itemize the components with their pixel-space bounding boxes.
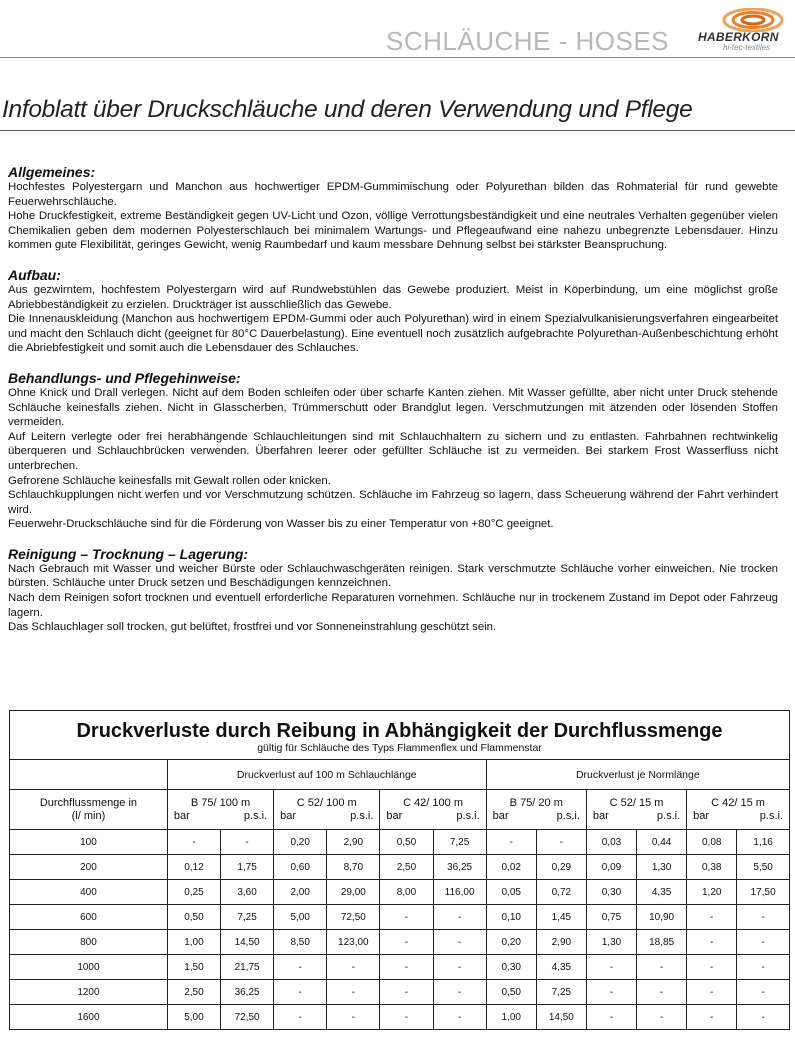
table-cell: - <box>586 1005 636 1030</box>
table-cell: 1,20 <box>687 880 737 905</box>
table-cell: - <box>737 905 789 930</box>
column-header-row <box>10 790 789 830</box>
unit-psi: p.s.i. <box>350 809 374 822</box>
table-cell: 1,30 <box>586 930 636 955</box>
table-cell: 4,35 <box>637 880 687 905</box>
table-cell: 14,50 <box>536 1005 586 1030</box>
table-cell: - <box>433 980 486 1005</box>
table-row <box>10 955 789 980</box>
table-cell: - <box>380 1005 433 1030</box>
table-cell: - <box>274 980 327 1005</box>
paragraph: Die Innenauskleidung (Manchon aus hochwertigem EPDM-Gummi oder auch Polyurethan) wird in einem Spezialvulkanisierungsverfahren eingearbeitet und macht den Schlauch dicht (geeignet für 80°C Dauerbelastung). Eine eventuell noch zusätzlich aufgebrachte Polyurethan-Außenbeschichtung erhöht die Abriebfestigkeit und somit auch die Lebensdauer des Schlauches. <box>8 313 778 355</box>
table-cell: - <box>327 955 380 980</box>
table-cell: 0,50 <box>486 980 536 1005</box>
paragraph: Aus gezwirntem, hochfestem Polyestergarn wird auf Rundwebstühlen das Gewebe produziert. Meist in Köperbindung, um eine möglichst große Abriebbeständigkeit zu erzielen. Druckträger ist ausschließlich das Gewebe. <box>8 283 778 311</box>
table-cell: 21,75 <box>221 955 274 980</box>
table-cell: 7,25 <box>433 830 486 855</box>
table-cell: 36,25 <box>221 980 274 1005</box>
paragraph: Hochfestes Polyestergarn und Manchon aus hochwertiger EPDM-Gummimischung oder Polyurethan bilden das Rohmaterial für rund gewebte Feuerwehrschläuche. <box>8 181 778 208</box>
unit-psi: p.s.i. <box>243 809 268 822</box>
table-cell: 0,20 <box>274 830 327 855</box>
unit-bar: bar <box>173 809 190 822</box>
table-cell: - <box>486 830 536 855</box>
table-cell: 1,00 <box>167 930 220 955</box>
table-cell: 0,30 <box>486 955 536 980</box>
hose-name: C 52/ 100 m <box>296 796 357 809</box>
unit-psi: p.s.i. <box>656 809 681 822</box>
table-cell: 17,50 <box>737 880 789 905</box>
table-cell: 3,60 <box>221 880 274 905</box>
flow-rate-cell: 1200 <box>10 980 167 1005</box>
paragraph: Auf Leitern verlegte oder frei herabhängende Schlauchleitungen sind mit Schlauchhaltern zu sichern und zu entlasten. Fahrbahnen rechtwinkelig überqueren und Schlauchbrücken verwenden. Überfahren leerer oder gefüllter Schläuche ist zu vermeiden. Bei starkem Frost Wasserfluss nicht unterbrechen. <box>8 430 778 472</box>
table-cell: 72,50 <box>221 1005 274 1030</box>
table-cell: 0,02 <box>486 855 536 880</box>
flow-rate-cell: 800 <box>10 930 167 955</box>
table-cell: - <box>687 955 737 980</box>
paragraph: Schlauchkupplungen nicht werfen und vor Verschmutzung schützen. Schläuche im Fahrzeug so lagern, dass Scheuerung während der Fahrt verhindert wird. <box>8 489 778 516</box>
hose-name: B 75/ 100 m <box>190 796 251 809</box>
section-heading: Behandlungs- und Pflegehinweise: <box>8 369 241 386</box>
table-cell: 0,44 <box>637 830 687 855</box>
table-cell: 0,29 <box>536 855 586 880</box>
table-cell: - <box>380 930 433 955</box>
paragraph: Hohe Druckfestigkeit, extreme Beständigkeit gegen UV-Licht und Ozon, völlige Verrottungsbeständigkeit und eine neutrales Verhalten gegenüber vielen Chemikalien geben dem modernen Polyesterschlauch bei minimalem Wartungs- und Pflegeaufwand eine nahezu unbegrenzte Lebensdauer. Hinzu kommen gute Flexibilität, geringes Gewicht, wenig Raumbedarf und kaum messbare Dehnung selbst bei stärkster Beanspruchung. <box>8 210 778 252</box>
table-cell: - <box>167 830 220 855</box>
flow-rate-cell: 1000 <box>10 955 167 980</box>
table-cell: 123,00 <box>327 930 380 955</box>
logo-name: HABERKORN <box>698 30 779 44</box>
table-cell: - <box>221 830 274 855</box>
table-cell: - <box>687 930 737 955</box>
table-cell: 1,45 <box>536 905 586 930</box>
unit-psi: p.s.i. <box>556 809 580 822</box>
table-cell: - <box>687 980 737 1005</box>
hose-name: C 52/ 15 m <box>609 796 664 809</box>
logo-tagline: hi-tec-textiles <box>723 43 771 52</box>
table-cell: 2,00 <box>274 880 327 905</box>
table-cell: - <box>274 1005 327 1030</box>
table-cell: - <box>327 980 380 1005</box>
table-row <box>10 855 789 880</box>
table-cell: - <box>586 955 636 980</box>
header-divider <box>0 57 795 58</box>
section-heading: Allgemeines: <box>8 164 96 180</box>
table-row <box>10 930 789 955</box>
table-cell: - <box>737 955 789 980</box>
hose-header <box>380 790 486 830</box>
table-cell: - <box>637 1005 687 1030</box>
flow-rate-unit: (l/ min) <box>71 809 106 822</box>
hose-name: C 42/ 15 m <box>711 796 765 809</box>
table-cell: - <box>687 1005 737 1030</box>
table-cell: - <box>380 955 433 980</box>
page-header-title: SCHLÄUCHE - HOSES <box>386 26 669 56</box>
pressure-loss-table <box>9 710 790 1030</box>
table-cell: 0,60 <box>274 855 327 880</box>
flow-rate-cell: 1600 <box>10 1005 167 1030</box>
table-cell: 1,75 <box>221 855 274 880</box>
table-cell: 5,50 <box>737 855 789 880</box>
table-cell: - <box>380 905 433 930</box>
table-cell: 8,00 <box>380 880 433 905</box>
table-row <box>10 880 789 905</box>
table-title: Druckverluste durch Reibung in Abhängigkeit der Durchflussmenge <box>76 720 723 742</box>
table-cell: 1,00 <box>486 1005 536 1030</box>
table-row <box>10 830 789 855</box>
hose-header <box>167 790 273 830</box>
table-cell: 0,03 <box>586 830 636 855</box>
table-cell: 1,16 <box>737 830 789 855</box>
table-subtitle: gültig für Schläuche des Typs Flammenflex und Flammenstar <box>257 742 542 754</box>
table-cell: 29,00 <box>327 880 380 905</box>
table-cell: 10,90 <box>637 905 687 930</box>
table-cell: 116,00 <box>433 880 486 905</box>
unit-bar: bar <box>280 809 297 822</box>
table-cell: - <box>737 980 789 1005</box>
table-cell: - <box>433 905 486 930</box>
unit-bar: bar <box>492 809 509 822</box>
paragraph: Gefrorene Schläuche keinesfalls mit Gewalt rollen oder knicken. <box>8 474 331 487</box>
table-body <box>10 830 789 1030</box>
table-grid <box>10 759 789 1030</box>
table-cell: 1,50 <box>167 955 220 980</box>
paragraph: Nach Gebrauch mit Wasser und weicher Bürste oder Schlauchwaschgeräten reinigen. Stark verschmutzte Schläuche vorher einweichen. Nie trocken bürsten. Schläuche unter Druck setzen und Beschädigungen kennzeichnen. <box>8 562 778 590</box>
flow-rate-cell: 100 <box>10 830 167 855</box>
table-cell: 0,05 <box>486 880 536 905</box>
table-cell: 0,38 <box>687 855 737 880</box>
table-cell: 4,35 <box>536 955 586 980</box>
unit-psi: p.s.i. <box>759 809 783 822</box>
spiral-logo-icon <box>722 8 784 32</box>
table-cell: 0,50 <box>380 830 433 855</box>
document-body <box>8 164 778 649</box>
document-title: Infoblatt über Druckschläuche und deren Verwendung und Pflege <box>2 96 693 123</box>
table-cell: 2,50 <box>380 855 433 880</box>
table-cell: - <box>433 955 486 980</box>
table-cell: - <box>637 955 687 980</box>
table-cell: 36,25 <box>433 855 486 880</box>
table-cell: 18,85 <box>637 930 687 955</box>
table-cell: - <box>586 980 636 1005</box>
hose-header <box>486 790 586 830</box>
table-cell: 7,25 <box>221 905 274 930</box>
table-cell: 8,50 <box>274 930 327 955</box>
flow-rate-cell: 400 <box>10 880 167 905</box>
unit-psi: p.s.i. <box>456 809 480 822</box>
table-cell: - <box>637 980 687 1005</box>
unit-bar: bar <box>592 809 609 822</box>
title-divider <box>0 130 795 131</box>
table-cell: 2,90 <box>327 830 380 855</box>
table-cell: 0,50 <box>167 905 220 930</box>
hose-name: C 42/ 100 m <box>403 796 463 809</box>
table-cell: 0,72 <box>536 880 586 905</box>
table-cell: 0,25 <box>167 880 220 905</box>
empty-corner-cell <box>10 760 167 790</box>
table-cell: 0,10 <box>486 905 536 930</box>
table-cell: 2,50 <box>167 980 220 1005</box>
group-header-100m: Druckverlust auf 100 m Schlauchlänge <box>167 760 486 790</box>
group-header-normlength: Druckverlust je Normlänge <box>486 760 789 790</box>
paragraph: Feuerwehr-Druckschläuche sind für die Förderung von Wasser bis zu einer Temperatur von +80°C geeignet. <box>8 518 554 531</box>
table-cell: - <box>380 980 433 1005</box>
unit-bar: bar <box>693 809 710 822</box>
table-cell: 1,30 <box>637 855 687 880</box>
flow-rate-cell: 200 <box>10 855 167 880</box>
flow-rate-cell: 600 <box>10 905 167 930</box>
section-cleaning <box>8 546 778 635</box>
table-cell: - <box>433 1005 486 1030</box>
section-general <box>8 164 778 253</box>
company-logo <box>698 8 795 54</box>
table-cell: 0,75 <box>586 905 636 930</box>
table-cell: - <box>687 905 737 930</box>
table-cell: - <box>737 930 789 955</box>
table-cell: 5,00 <box>167 1005 220 1030</box>
table-row <box>10 905 789 930</box>
table-cell: - <box>274 955 327 980</box>
table-cell: 0,20 <box>486 930 536 955</box>
table-cell: 0,09 <box>586 855 636 880</box>
unit-bar: bar <box>386 809 403 822</box>
flow-rate-label: Durchflussmenge in <box>39 796 138 809</box>
table-row <box>10 980 789 1005</box>
paragraph: Nach dem Reinigen sofort trocknen und eventuell erforderliche Reparaturen vornehmen. Schläuche nur in trockenem Zustand im Depot oder Fahrzeug lagern. <box>8 592 778 619</box>
table-cell: 8,70 <box>327 855 380 880</box>
flow-rate-header <box>10 790 167 830</box>
table-cell: 0,30 <box>586 880 636 905</box>
table-cell: 0,12 <box>167 855 220 880</box>
section-heading: Aufbau: <box>8 266 61 283</box>
hose-name: B 75/ 20 m <box>509 796 563 809</box>
table-cell: 14,50 <box>221 930 274 955</box>
table-cell: 7,25 <box>536 980 586 1005</box>
paragraph: Ohne Knick und Drall verlegen. Nicht auf dem Boden schleifen oder über scharfe Kanten ziehen. Mit Wasser gefüllte, aber nicht unter Druck stehende Schläuche keinesfalls ziehen. Nicht in Glasscherben, Trümmerschutt oder Brandglut legen. Verschmutzungen mit ätzenden oder lösenden Stoffen vermeiden. <box>8 386 778 429</box>
hose-header <box>687 790 789 830</box>
paragraph: Das Schlauchlager soll trocken, gut belüftet, frostfrei und vor Sonneneinstrahlung geschützt sein. <box>8 621 497 634</box>
table-cell: 72,50 <box>327 905 380 930</box>
table-row <box>10 1005 789 1030</box>
section-care <box>8 370 778 532</box>
table-cell: - <box>536 830 586 855</box>
hose-header <box>586 790 686 830</box>
table-cell: 0,08 <box>687 830 737 855</box>
hose-header <box>274 790 380 830</box>
group-header-row <box>10 760 789 790</box>
table-cell: - <box>327 1005 380 1030</box>
table-cell: - <box>433 930 486 955</box>
section-heading: Reinigung – Trocknung – Lagerung: <box>8 545 249 562</box>
table-cell: 5,00 <box>274 905 327 930</box>
section-construction <box>8 267 778 356</box>
table-cell: - <box>737 1005 789 1030</box>
table-cell: 2,90 <box>536 930 586 955</box>
